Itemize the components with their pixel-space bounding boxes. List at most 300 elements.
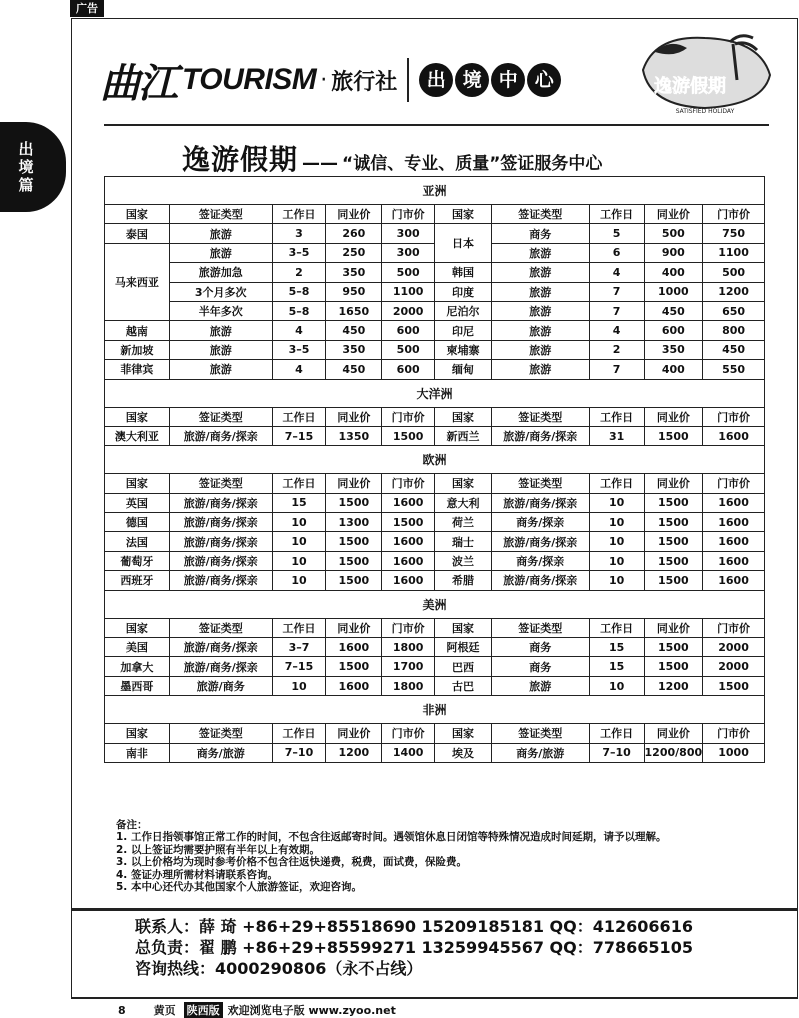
table-cell: 1200 [644,676,703,695]
table-cell: 希腊 [435,571,492,590]
table-cell: 1500 [644,493,703,512]
table-cell: 600 [644,321,703,340]
table-cell: 7 [589,301,644,320]
headline-brand: 逸游假期 [182,143,299,176]
table-cell: 500 [703,263,765,282]
table-cell: 菲律宾 [105,360,170,379]
table-cell: 6 [589,243,644,262]
table-cell: 韩国 [435,263,492,282]
table-cell: 950 [326,282,382,301]
table-cell: 旅游/商务/探亲 [491,493,589,512]
region-title: 美洲 [105,590,765,618]
table-cell: 南非 [105,743,170,762]
column-header: 工作日 [272,724,326,743]
table-cell: 10 [272,571,326,590]
badge-text: 逸游假期 [654,76,726,97]
table-cell: 500 [382,340,435,359]
page-footer [118,1002,396,1018]
column-header: 工作日 [589,618,644,637]
table-cell: 350 [644,340,703,359]
table-cell: 1400 [382,743,435,762]
table-cell: 美国 [105,638,170,657]
table-cell: 7–10 [589,743,644,762]
column-header: 签证类型 [491,205,589,224]
table-cell: 450 [644,301,703,320]
ad-tag: 广告 [70,0,104,17]
brand-logo [100,45,563,115]
column-header: 签证类型 [169,474,272,493]
column-header: 门市价 [382,205,435,224]
region-row [105,696,765,724]
table-cell: 柬埔寨 [435,340,492,359]
table-row [105,243,765,262]
column-header: 签证类型 [169,407,272,426]
column-header: 国家 [435,205,492,224]
table-cell: 10 [272,532,326,551]
table-cell: 越南 [105,321,170,340]
table-cell: 1500 [326,657,382,676]
table-cell: 600 [382,321,435,340]
table-cell: 日本 [435,224,492,263]
table-cell: 450 [326,321,382,340]
region-title: 欧洲 [105,446,765,474]
table-cell: 半年多次 [169,301,272,320]
column-header: 同业价 [326,724,382,743]
table-cell: 旅游 [491,340,589,359]
table-cell: 旅游/商务/探亲 [169,657,272,676]
table-cell: 4 [589,321,644,340]
table-cell: 1500 [644,571,703,590]
column-header-row [105,724,765,743]
headline-dash: —— [302,153,339,174]
table-cell: 西班牙 [105,571,170,590]
table-cell: 10 [589,676,644,695]
column-header: 工作日 [589,205,644,224]
table-cell: 2000 [703,638,765,657]
table-cell: 1000 [644,282,703,301]
column-header: 门市价 [382,618,435,637]
column-header: 签证类型 [491,724,589,743]
table-cell: 300 [382,243,435,262]
column-header: 国家 [435,474,492,493]
logo-divider [407,58,409,102]
table-cell: 旅游/商务/探亲 [169,571,272,590]
table-cell: 旅游加急 [169,263,272,282]
column-header: 签证类型 [491,407,589,426]
table-cell: 缅甸 [435,360,492,379]
side-tab [0,122,66,212]
table-cell: 商务/旅游 [491,743,589,762]
table-cell: 5–8 [272,282,326,301]
table-cell: 1000 [703,743,765,762]
dept-char: 境 [455,63,489,97]
column-header: 工作日 [272,407,326,426]
table-cell: 10 [589,513,644,532]
table-cell: 埃及 [435,743,492,762]
table-cell: 2000 [703,657,765,676]
table-cell: 7–15 [272,657,326,676]
header-rule [104,124,769,126]
table-row [105,551,765,570]
column-header: 同业价 [326,205,382,224]
table-cell: 1600 [382,551,435,570]
table-cell: 400 [644,360,703,379]
table-cell: 1500 [382,513,435,532]
note-item: 2. 以上签证均需要护照有半年以上有效期。 [116,843,320,856]
logo-dot: · [320,67,328,93]
dept-char: 心 [527,63,561,97]
table-cell: 1500 [644,532,703,551]
note-item: 3. 以上价格均为现时参考价格不包含往返快递费，税费，面试费，保险费。 [116,856,467,869]
section-name: 黄页 [153,1004,176,1017]
table-cell: 旅游/商务/探亲 [169,426,272,445]
table-cell: 旅游/商务/探亲 [169,532,272,551]
notes-title: 备注： [116,819,148,831]
table-cell: 旅游/商务/探亲 [169,551,272,570]
column-header: 签证类型 [169,205,272,224]
table-cell: 10 [272,676,326,695]
table-cell: 500 [382,263,435,282]
note-item: 4. 签证办理所需材料请联系咨询。 [116,868,278,881]
table-cell: 1500 [703,676,765,695]
table-row [105,638,765,657]
table-cell: 旅游/商务/探亲 [491,571,589,590]
side-tab-char: 篇 [18,176,34,194]
table-cell: 1600 [703,513,765,532]
table-row [105,571,765,590]
column-header: 工作日 [589,407,644,426]
table-cell: 1650 [326,301,382,320]
table-cell: 260 [326,224,382,243]
table-cell: 900 [644,243,703,262]
table-cell: 1300 [326,513,382,532]
contact-line: 联系人：薛 琦 +86+29+85518690 15209185181 QQ：412606616 [135,917,693,936]
logo-en: TOURISM [182,63,317,96]
column-header: 工作日 [589,724,644,743]
dept-char: 出 [419,63,453,97]
table-cell: 4 [589,263,644,282]
column-header-row [105,407,765,426]
table-cell: 新西兰 [435,426,492,445]
table-cell: 英国 [105,493,170,512]
table-cell: 10 [589,551,644,570]
table-cell: 3 [272,224,326,243]
table-cell: 1500 [382,426,435,445]
table-cell: 旅游 [169,340,272,359]
table-cell: 新加坡 [105,340,170,359]
table-cell: 阿根廷 [435,638,492,657]
table-cell: 3个月多次 [169,282,272,301]
table-cell: 1600 [326,676,382,695]
table-cell: 1500 [644,638,703,657]
region-row [105,590,765,618]
table-cell: 商务/探亲 [491,513,589,532]
column-header: 工作日 [589,474,644,493]
table-cell: 商务/探亲 [491,551,589,570]
table-cell: 10 [272,513,326,532]
badge-subtext: SATISFIED HOLIDAY [675,108,735,115]
table-row [105,532,765,551]
table-cell: 450 [703,340,765,359]
region-row [105,446,765,474]
table-cell: 4 [272,321,326,340]
table-cell: 4 [272,360,326,379]
table-cell: 意大利 [435,493,492,512]
table-cell: 葡萄牙 [105,551,170,570]
table-cell: 1500 [644,513,703,532]
table-cell: 旅游 [491,243,589,262]
table-cell: 7 [589,360,644,379]
table-cell: 旅游 [491,282,589,301]
table-cell: 波兰 [435,551,492,570]
column-header: 同业价 [644,205,703,224]
table-cell: 加拿大 [105,657,170,676]
table-row [105,282,765,301]
table-cell: 1350 [326,426,382,445]
page-number: 8 [118,1003,126,1017]
contact-block [135,916,693,979]
table-cell: 800 [703,321,765,340]
table-cell: 法国 [105,532,170,551]
table-cell: 旅游 [491,360,589,379]
table-cell: 400 [644,263,703,282]
table-cell: 2000 [382,301,435,320]
column-header: 同业价 [644,724,703,743]
table-cell: 旅游 [491,676,589,695]
table-cell: 10 [589,493,644,512]
column-header: 国家 [105,474,170,493]
table-cell: 旅游/商务/探亲 [169,638,272,657]
column-header: 同业价 [326,407,382,426]
table-row [105,301,765,320]
table-cell: 商务 [491,657,589,676]
column-header: 签证类型 [491,618,589,637]
side-tab-char: 出 [18,140,34,158]
department-label [419,63,563,97]
column-header: 国家 [435,618,492,637]
table-cell: 商务/旅游 [169,743,272,762]
table-cell: 瑞士 [435,532,492,551]
column-header: 签证类型 [169,724,272,743]
table-cell: 1500 [326,571,382,590]
side-tab-char: 境 [18,158,34,176]
region-row [105,379,765,407]
table-cell: 1600 [703,571,765,590]
column-header: 同业价 [644,407,703,426]
table-cell: 1800 [382,676,435,695]
table-cell: 1200 [703,282,765,301]
table-cell: 1600 [703,426,765,445]
table-cell: 1700 [382,657,435,676]
column-header: 国家 [105,618,170,637]
table-cell: 1600 [382,493,435,512]
visa-price-table [104,176,765,763]
table-cell: 2 [589,340,644,359]
table-cell: 1500 [644,551,703,570]
table-cell: 尼泊尔 [435,301,492,320]
table-cell: 旅游 [491,263,589,282]
column-header: 同业价 [644,618,703,637]
table-cell: 旅游/商务 [169,676,272,695]
table-cell: 450 [326,360,382,379]
table-cell: 1500 [326,532,382,551]
hotline: 咨询热线：4000290806（永不占线） [135,959,423,978]
logo-agency: 旅行社 [331,69,398,95]
note-item: 5. 本中心还代办其他国家个人旅游签证，欢迎咨询。 [116,881,362,894]
column-header: 门市价 [703,474,765,493]
table-cell: 旅游 [491,301,589,320]
table-cell: 1600 [326,638,382,657]
table-cell: 印尼 [435,321,492,340]
column-header: 同业价 [644,474,703,493]
table-cell: 旅游 [491,321,589,340]
table-cell: 旅游/商务/探亲 [491,426,589,445]
table-cell: 1500 [644,426,703,445]
column-header: 门市价 [703,618,765,637]
table-cell: 1600 [382,571,435,590]
table-cell: 古巴 [435,676,492,695]
table-cell: 旅游 [169,321,272,340]
table-cell: 15 [589,638,644,657]
table-cell: 7–10 [272,743,326,762]
table-cell: 300 [382,224,435,243]
table-cell: 15 [272,493,326,512]
table-cell: 3–5 [272,243,326,262]
table-row [105,657,765,676]
bottom-rule [71,997,798,999]
column-header: 门市价 [382,407,435,426]
table-cell: 旅游/商务/探亲 [169,493,272,512]
table-cell: 2 [272,263,326,282]
table-cell: 1500 [326,551,382,570]
column-header-row [105,474,765,493]
table-cell: 1200/800 [644,743,703,762]
column-header: 门市价 [382,724,435,743]
column-header: 门市价 [703,205,765,224]
region-row [105,177,765,205]
table-cell: 澳大利亚 [105,426,170,445]
region-title: 大洋洲 [105,379,765,407]
table-row [105,493,765,512]
table-cell: 旅游/商务/探亲 [491,532,589,551]
table-row [105,426,765,445]
table-row [105,743,765,762]
table-row [105,263,765,282]
column-header-row [105,618,765,637]
table-cell: 350 [326,263,382,282]
column-header: 国家 [105,724,170,743]
table-cell: 1200 [326,743,382,762]
column-header: 工作日 [272,474,326,493]
table-cell: 旅游 [169,360,272,379]
table-cell: 7–15 [272,426,326,445]
table-cell: 巴西 [435,657,492,676]
edition-badge: 陕西版 [184,1002,223,1018]
column-header: 签证类型 [491,474,589,493]
column-header: 门市价 [382,474,435,493]
table-row [105,321,765,340]
table-cell: 350 [326,340,382,359]
table-cell: 600 [382,360,435,379]
column-header-row [105,205,765,224]
table-cell: 5 [589,224,644,243]
table-row [105,224,765,243]
dept-char: 中 [491,63,525,97]
table-cell: 旅游 [169,224,272,243]
table-cell: 墨西哥 [105,676,170,695]
table-cell: 1500 [644,657,703,676]
table-row [105,513,765,532]
column-header: 门市价 [703,724,765,743]
table-cell: 马来西亚 [105,243,170,321]
table-cell: 1100 [703,243,765,262]
footer-rule [71,908,798,911]
column-header: 国家 [105,407,170,426]
region-title: 非洲 [105,696,765,724]
table-cell: 31 [589,426,644,445]
table-cell: 10 [589,571,644,590]
table-cell: 旅游/商务/探亲 [169,513,272,532]
table-cell: 3–7 [272,638,326,657]
table-cell: 商务 [491,638,589,657]
table-cell: 500 [644,224,703,243]
table-cell: 旅游 [169,243,272,262]
table-cell: 10 [589,532,644,551]
column-header: 国家 [435,407,492,426]
table-cell: 7 [589,282,644,301]
table-cell: 1600 [703,532,765,551]
table-cell: 550 [703,360,765,379]
column-header: 国家 [435,724,492,743]
column-header: 工作日 [272,205,326,224]
table-cell: 泰国 [105,224,170,243]
table-cell: 250 [326,243,382,262]
table-cell: 德国 [105,513,170,532]
table-cell: 1600 [703,493,765,512]
table-cell: 荷兰 [435,513,492,532]
column-header: 签证类型 [169,618,272,637]
table-cell: 750 [703,224,765,243]
table-cell: 10 [272,551,326,570]
table-cell: 3–5 [272,340,326,359]
table-row [105,340,765,359]
logo-cn: 曲江 [100,59,176,107]
table-row [105,676,765,695]
table-cell: 1600 [703,551,765,570]
column-header: 国家 [105,205,170,224]
column-header: 同业价 [326,474,382,493]
headline-slogan: “诚信、专业、质量”签证服务中心 [342,154,603,174]
column-header: 工作日 [272,618,326,637]
column-header: 门市价 [703,407,765,426]
table-row [105,360,765,379]
table-cell: 商务 [491,224,589,243]
region-title: 亚洲 [105,177,765,205]
table-cell: 15 [589,657,644,676]
table-cell: 1500 [326,493,382,512]
table-cell: 1600 [382,532,435,551]
table-cell: 印度 [435,282,492,301]
table-cell: 1800 [382,638,435,657]
notes [116,819,666,893]
headline [182,138,602,178]
note-item: 1. 工作日指领事馆正常工作的时间，不包含往返邮寄时间。遇领馆休息日闭馆等特殊情况造成时间延期，请予以理解。 [116,831,667,844]
holiday-badge-logo [635,30,775,115]
contact-line: 总负责：翟 鹏 +86+29+85599271 13259945567 QQ：778665105 [135,938,693,957]
column-header: 同业价 [326,618,382,637]
website-text: 欢迎浏览电子版 www.zyoo.net [227,1004,396,1017]
table-cell: 5–8 [272,301,326,320]
